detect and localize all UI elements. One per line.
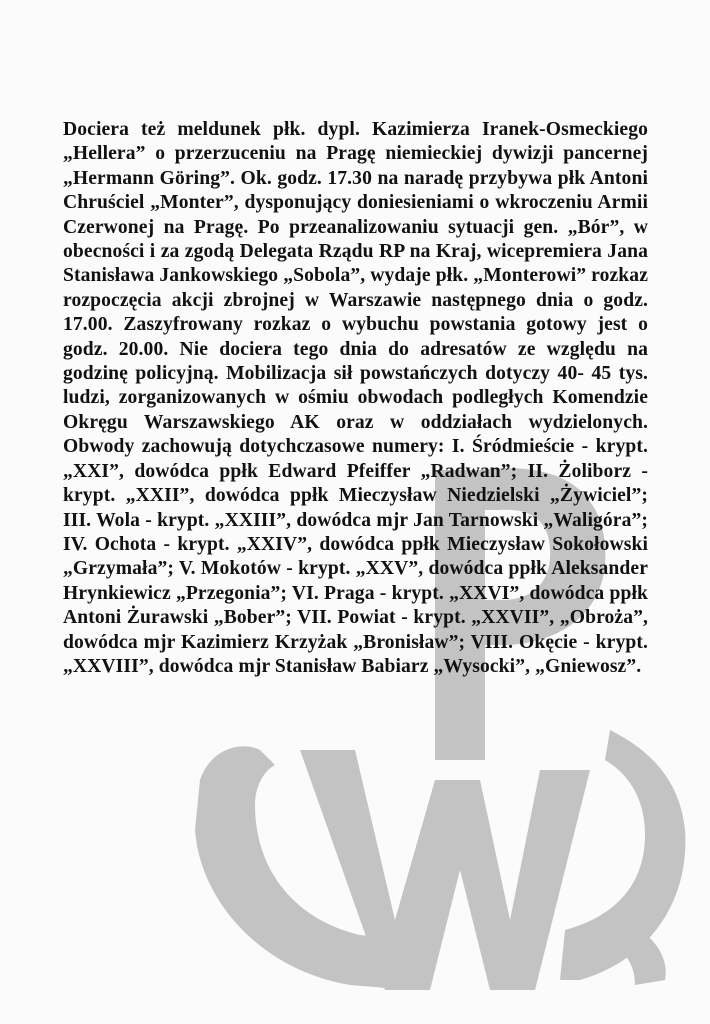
body-paragraph: Dociera też meldunek płk. dypl. Kazimierza Iranek-Osmeckiego „Hellera” o przerzuceniu na Pragę niemieckiej dywizji pancernej „Hermann Göring”. Ok. godz. 17.30 na naradę przybywa płk Antoni Chruściel „Monter”, dysponujący doniesieniami o wkroczeniu Armii Czerwonej na Pragę. Po przeanalizowaniu sytuacji gen. „Bór”, w obecności i za zgodą Delegata Rządu RP na Kraj, wicepremiera Jana Stanisława Jankowskiego „Sobola”, wydaje płk. „Monterowi” rozkaz rozpoczęcia akcji zbrojnej w Warszawie następnego dnia o godz. 17.00. Zaszyfrowany rozkaz o wybuchu powstania gotowy jest o godz. 20.00. Nie dociera tego dnia do adresatów ze względu na godzinę policyjną. Mobilizacja sił powstańczych dotyczy 40- 45 tys. ludzi, zorganizowanych w ośmiu obwodach podległych Komendzie Okręgu Warszawskiego AK oraz w oddziałach wydzielonych. Obwody zachowują dotychczasowe numery: I. Śródmieście - krypt. „XXI”, dowódca ppłk Edward Pfeiffer „Radwan”; II. Żoliborz - krypt. „XXII”, dowódca ppłk Mieczysław Niedzielski „Żywiciel”; III. Wola - krypt. „XXIII”, dowódca mjr Jan Tarnowski „Waligóra”; IV. Ochota - krypt. „XXIV”, dowódca ppłk Mieczysław Sokołowski „Grzymała”; V. Mokotów - krypt. „XXV”, dowódca ppłk Aleksander Hrynkiewicz „Przegonia”; VI. Praga - krypt. „XXVI”, dowódca ppłk Antoni Żurawski „Bober”; VII. Powiat - krypt. „XXVII”, „Obroża”, dowódca mjr Kazimierz Krzyżak „Bronisław”; VIII. Okęcie - krypt. „XXVIII”, dowódca mjr Stanisław Babiarz „Wysocki”, „Gniewosz”. [63, 119, 648, 677]
